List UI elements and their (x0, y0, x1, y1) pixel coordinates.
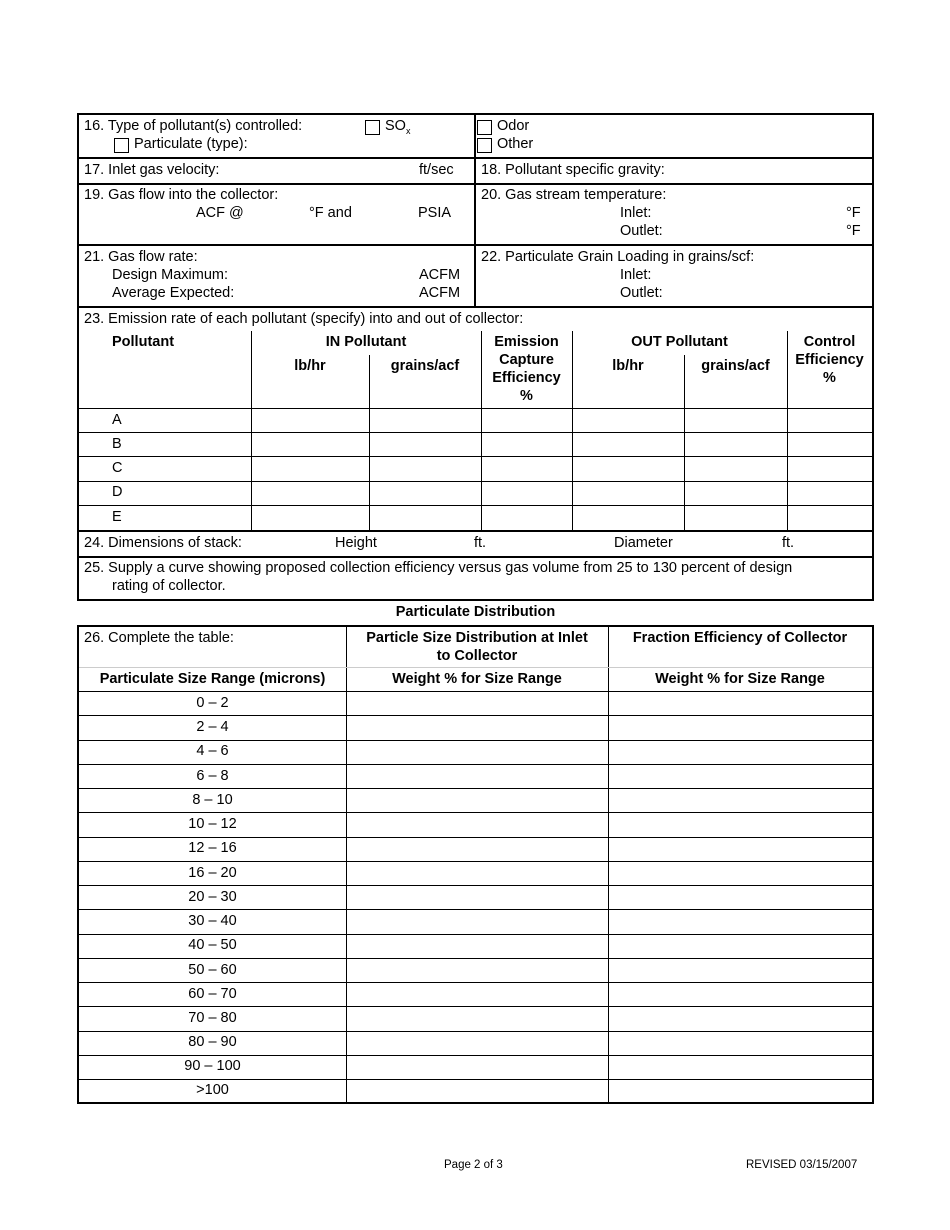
q21-design-unit: ACFM (419, 267, 461, 283)
q26-label: 26. Complete the table: (84, 630, 234, 646)
q23-header-control: Control (803, 334, 856, 350)
odor-label: Odor (497, 118, 530, 134)
particulate-label: Particulate (type): (134, 136, 248, 152)
q26-header-dist1: Particle Size Distribution at Inlet (366, 630, 588, 646)
q23-header-out: OUT Pollutant (631, 334, 728, 350)
q22-outlet: Outlet: (620, 285, 663, 301)
size-range-cell: 30 – 40 (188, 913, 237, 929)
q23-header-in: IN Pollutant (325, 334, 407, 350)
sox-label: $SO_x$ (385, 118, 411, 136)
particulate-checkbox[interactable] (114, 138, 129, 153)
q20-inlet-unit: °F (846, 205, 861, 221)
other-label: Other (497, 136, 534, 152)
q23-header-out-grains: grains/acf (701, 358, 770, 374)
sox-checkbox[interactable] (365, 120, 380, 135)
size-range-cell: 0 – 2 (196, 695, 229, 711)
q23-row-label: B (112, 436, 122, 452)
q19-psia: PSIA (418, 205, 452, 221)
q23-row-label: A (112, 412, 122, 428)
q20-outlet-unit: °F (846, 223, 861, 239)
q23-header-out-lbhr: lb/hr (612, 358, 644, 374)
q21-label: 21. Gas flow rate: (84, 249, 198, 265)
size-range-cell: 12 – 16 (188, 840, 237, 856)
other-checkbox[interactable] (477, 138, 492, 153)
q26-header-weight-inlet: Weight % for Size Range (392, 671, 562, 687)
q22-label: 22. Particulate Grain Loading in grains/scf: (481, 249, 755, 265)
revised-date: REVISED 03/15/2007 (746, 1159, 858, 1171)
size-range-cell: 20 – 30 (188, 889, 237, 905)
page-number: Page 2 of 3 (444, 1159, 503, 1171)
q26-header-weight-fraction: Weight % for Size Range (655, 671, 825, 687)
q19-degf: °F and (309, 205, 352, 221)
q18-label: 18. Pollutant specific gravity: (481, 162, 665, 178)
q23-header-pct: % (520, 388, 533, 404)
q21-design: Design Maximum: (112, 267, 229, 283)
q23-header-capture: Capture (499, 352, 554, 368)
q24-ft1: ft. (474, 535, 487, 551)
q23-row-label: C (112, 460, 123, 476)
q20-label: 20. Gas stream temperature: (481, 187, 667, 203)
size-range-cell: 90 – 100 (184, 1058, 241, 1074)
q19-acf: ACF @ (196, 205, 244, 221)
size-range-cell: 10 – 12 (188, 816, 237, 832)
q17-label: 17. Inlet gas velocity: (84, 162, 220, 178)
q17-unit: ft/sec (419, 162, 454, 178)
q21-average: Average Expected: (112, 285, 235, 301)
q22-inlet: Inlet: (620, 267, 652, 283)
q19-label: 19. Gas flow into the collector: (84, 187, 279, 203)
q26-header-range: Particulate Size Range (microns) (99, 671, 326, 687)
q24-height: Height (335, 535, 377, 551)
q23-header-emission: Emission (494, 334, 559, 350)
q20-outlet: Outlet: (620, 223, 663, 239)
q24-diameter: Diameter (614, 535, 673, 551)
q23-header-in-grains: grains/acf (390, 358, 460, 374)
q23-header-in-lbhr: lb/hr (294, 358, 326, 374)
q26-header-fraction: Fraction Efficiency of Collector (632, 630, 848, 646)
size-range-cell: 60 – 70 (188, 986, 237, 1002)
size-range-cell: 8 – 10 (192, 792, 233, 808)
size-range-cell: 4 – 6 (196, 743, 229, 759)
q23-header-control-pct: % (823, 370, 836, 386)
size-range-cell: 40 – 50 (188, 937, 237, 953)
odor-checkbox[interactable] (477, 120, 492, 135)
size-range-cell: >100 (196, 1082, 229, 1098)
q23-header-pollutant: Pollutant (112, 334, 175, 350)
q23-row-label: E (112, 509, 122, 525)
q23-label: 23. Emission rate of each pollutant (specify) into and out of collector: (84, 311, 524, 327)
size-range-cell: 50 – 60 (188, 962, 237, 978)
q21-average-unit: ACFM (419, 285, 461, 301)
q23-row-label: D (112, 484, 123, 500)
size-range-cell: 2 – 4 (196, 719, 229, 735)
size-range-cell: 6 – 8 (196, 768, 229, 784)
q23-header-efficiency: Efficiency (492, 370, 561, 386)
q20-inlet: Inlet: (620, 205, 652, 221)
size-range-cell: 80 – 90 (188, 1034, 237, 1050)
section-title: Particulate Distribution (395, 604, 556, 620)
q25-line2: rating of collector. (112, 578, 226, 594)
q26-header-dist2: to Collector (436, 648, 518, 664)
size-range-cell: 16 – 20 (188, 865, 237, 881)
q16-label: 16. Type of pollutant(s) controlled: (84, 118, 303, 134)
q25-line1: 25. Supply a curve showing proposed collection efficiency versus gas volume from 25 to 130 percent of design (84, 560, 793, 576)
size-range-cell: 70 – 80 (188, 1010, 237, 1026)
q24-label: 24. Dimensions of stack: (84, 535, 242, 551)
q23-header-control-eff: Efficiency (795, 352, 864, 368)
q24-ft2: ft. (782, 535, 795, 551)
